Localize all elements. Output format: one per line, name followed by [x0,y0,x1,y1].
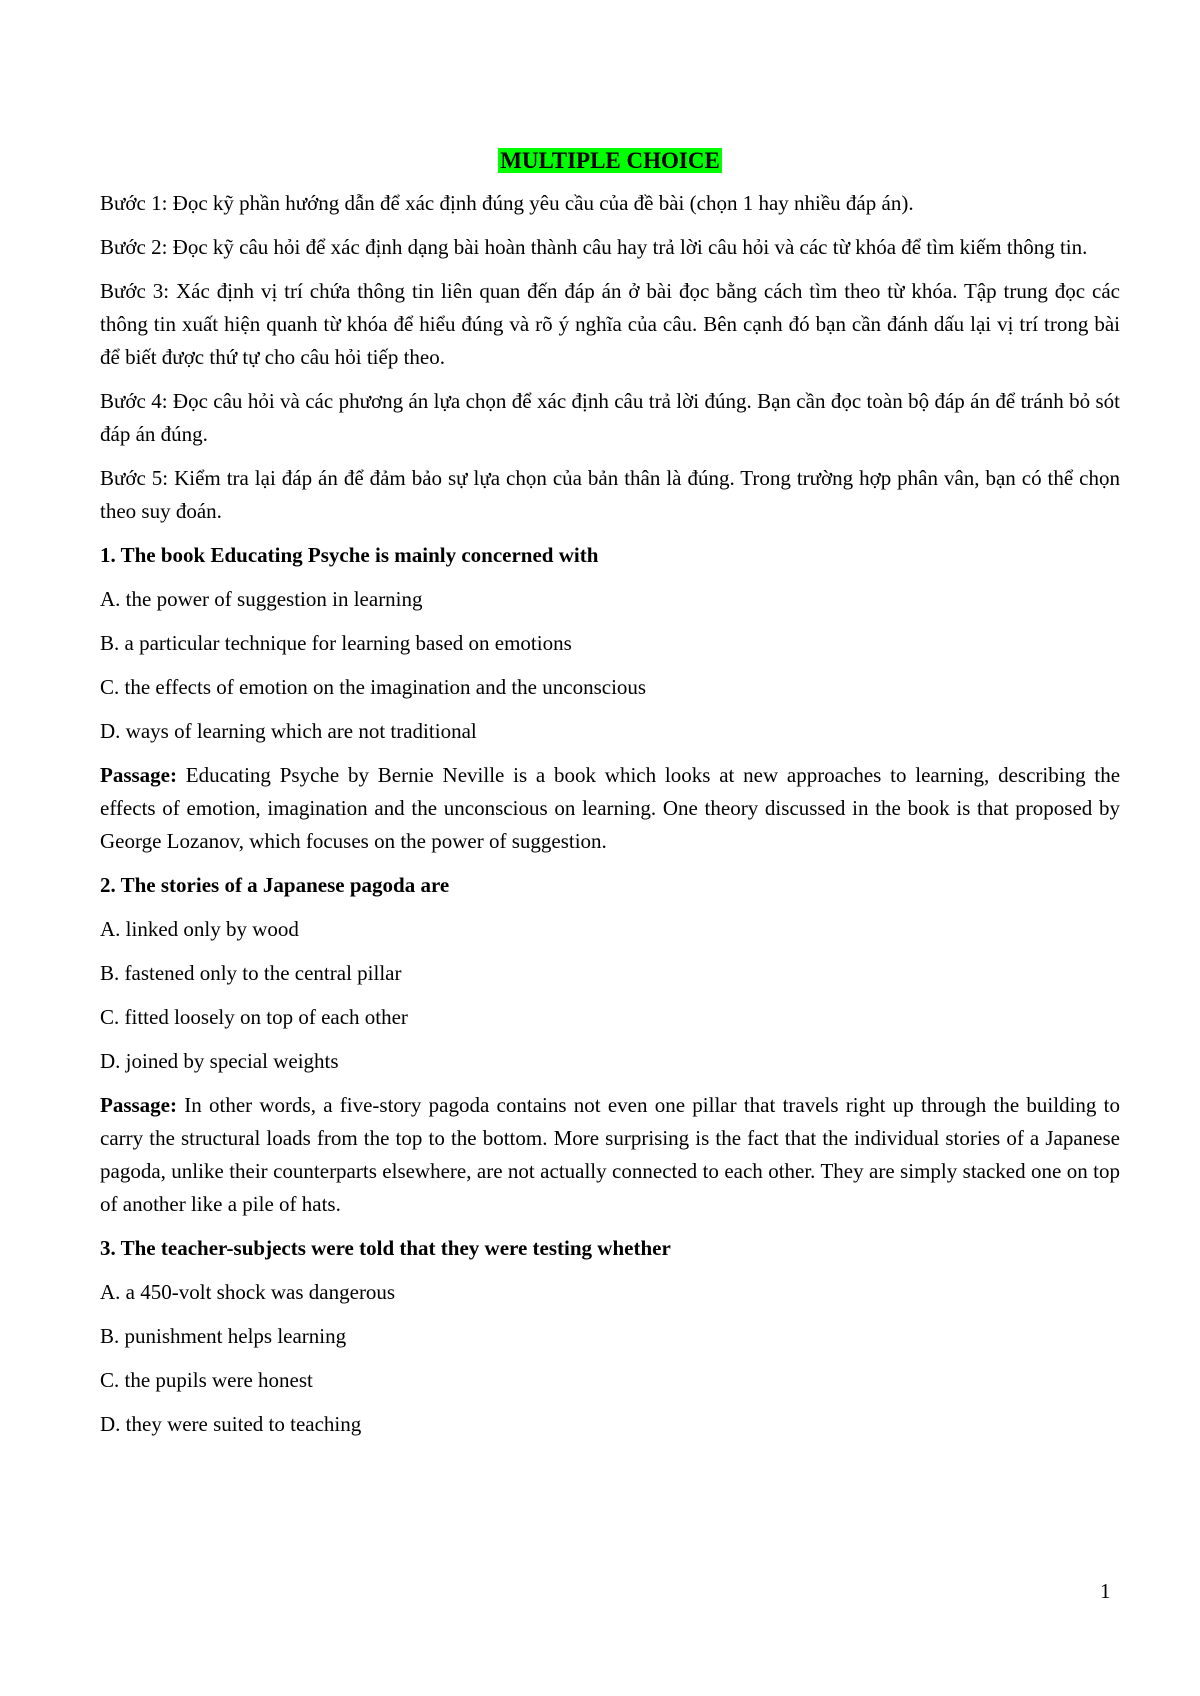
document-body [100,146,1120,1452]
question-1-option-d: D. ways of learning which are not traditional [100,719,477,743]
question-2-option-a: A. linked only by wood [100,917,299,941]
question-2-option-d: D. joined by special weights [100,1049,339,1073]
question-2-option-b: B. fastened only to the central pillar [100,961,402,985]
question-2-passage [100,1089,1120,1221]
question-1-option-a: A. the power of suggestion in learning [100,587,423,611]
passage-text: In other words, a five-story pagoda contains not even one pillar that travels right up through the building to carry the structural loads from the top to the bottom. More surprising is the fact that the individual stories of a Japanese pagoda, unlike their counterparts elsewhere, are not actually connected to each other. They are simply stacked one on top of another like a pile of hats. [100,1093,1121,1216]
question-3-option-b: B. punishment helps learning [100,1324,347,1348]
question-1-option-c: C. the effects of emotion on the imagination and the unconscious [100,675,647,699]
question-3-option-c: C. the pupils were honest [100,1368,313,1392]
question-1: 1. The book Educating Psyche is mainly concerned with [100,543,599,567]
passage-label: Passage: [100,763,177,787]
question-1-passage [100,759,1120,858]
question-2-option-c: C. fitted loosely on top of each other [100,1005,408,1029]
passage-label: Passage: [100,1093,177,1117]
page-title: MULTIPLE CHOICE [500,148,720,173]
question-1-option-b: B. a particular technique for learning based on emotions [100,631,572,655]
question-3: 3. The teacher-subjects were told that they were testing whether [100,1236,671,1260]
instruction-step-5: Bước 5: Kiểm tra lại đáp án để đảm bảo sự lựa chọn của bản thân là đúng. Trong trường hợp phân vân, bạn có thể chọn theo suy đoán. [100,466,1120,523]
instruction-step-2: Bước 2: Đọc kỹ câu hỏi để xác định dạng bài hoàn thành câu hay trả lời câu hỏi và các từ khóa để tìm kiếm thông tin. [100,235,1088,259]
question-3-option-d: D. they were suited to teaching [100,1412,362,1436]
instruction-step-3: Bước 3: Xác định vị trí chứa thông tin liên quan đến đáp án ở bài đọc bằng cách tìm theo từ khóa. Tập trung đọc các thông tin xuất hiện quanh từ khóa để hiểu đúng và rõ ý nghĩa của câu. Bên cạnh đó bạn cần đánh dấu lại vị trí trong bài để biết được thứ tự cho câu hỏi tiếp theo. [100,279,1120,369]
instruction-step-4: Bước 4: Đọc câu hỏi và các phương án lựa chọn để xác định câu trả lời đúng. Bạn cần đọc toàn bộ đáp án để tránh bỏ sót đáp án đúng. [100,389,1120,446]
passage-text: Educating Psyche by Bernie Neville is a book which looks at new approaches to learning, describing the effects of emotion, imagination and the unconscious on learning. One theory discussed in the book is that proposed by George Lozanov, which focuses on the power of suggestion. [100,763,1121,853]
question-3-option-a: A. a 450-volt shock was dangerous [100,1280,396,1304]
page-number: 1 [1100,1579,1111,1603]
instruction-step-1: Bước 1: Đọc kỹ phần hướng dẫn để xác định đúng yêu cầu của đề bài (chọn 1 hay nhiều đáp án). [100,191,914,215]
question-2: 2. The stories of a Japanese pagoda are [100,873,450,897]
